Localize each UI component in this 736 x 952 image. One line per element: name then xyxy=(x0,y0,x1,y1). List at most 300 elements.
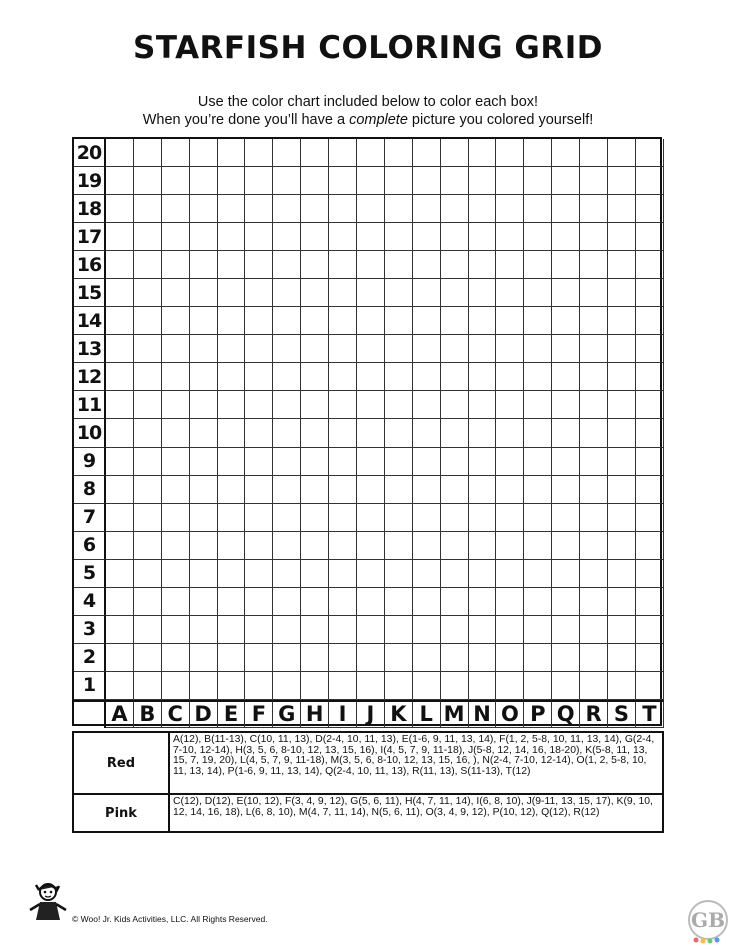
grid-cell[interactable] xyxy=(636,391,664,419)
grid-cell[interactable] xyxy=(134,644,162,672)
grid-cell[interactable] xyxy=(218,139,246,167)
grid-cell[interactable] xyxy=(552,504,580,532)
grid-cell[interactable] xyxy=(245,335,273,363)
grid-cell[interactable] xyxy=(608,139,636,167)
grid-cell[interactable] xyxy=(357,223,385,251)
grid-cell[interactable] xyxy=(608,672,636,700)
grid-cell[interactable] xyxy=(524,363,552,391)
grid-cell[interactable] xyxy=(190,223,218,251)
grid-cell[interactable] xyxy=(190,616,218,644)
grid-cell[interactable] xyxy=(552,335,580,363)
grid-cell[interactable] xyxy=(329,616,357,644)
grid-cell[interactable] xyxy=(162,363,190,391)
grid-cell[interactable] xyxy=(162,419,190,447)
grid-cell[interactable] xyxy=(245,560,273,588)
grid-cell[interactable] xyxy=(162,251,190,279)
grid-cell[interactable] xyxy=(441,251,469,279)
grid-cell[interactable] xyxy=(524,167,552,195)
grid-cell[interactable] xyxy=(524,251,552,279)
grid-cell[interactable] xyxy=(301,588,329,616)
grid-cell[interactable] xyxy=(496,532,524,560)
grid-cell[interactable] xyxy=(385,279,413,307)
grid-cell[interactable] xyxy=(106,251,134,279)
grid-cell[interactable] xyxy=(106,391,134,419)
grid-cell[interactable] xyxy=(106,363,134,391)
grid-cell[interactable] xyxy=(552,644,580,672)
grid-cell[interactable] xyxy=(441,419,469,447)
grid-cell[interactable] xyxy=(524,139,552,167)
grid-cell[interactable] xyxy=(608,588,636,616)
grid-cell[interactable] xyxy=(301,307,329,335)
grid-cell[interactable] xyxy=(496,139,524,167)
grid-cell[interactable] xyxy=(441,139,469,167)
grid-cell[interactable] xyxy=(301,139,329,167)
grid-cell[interactable] xyxy=(469,279,497,307)
grid-cell[interactable] xyxy=(580,560,608,588)
grid-cell[interactable] xyxy=(469,419,497,447)
grid-cell[interactable] xyxy=(245,251,273,279)
grid-cell[interactable] xyxy=(301,532,329,560)
grid-cell[interactable] xyxy=(608,448,636,476)
grid-cell[interactable] xyxy=(496,644,524,672)
grid-cell[interactable] xyxy=(413,251,441,279)
grid-cell[interactable] xyxy=(162,448,190,476)
grid-cell[interactable] xyxy=(218,279,246,307)
grid-cell[interactable] xyxy=(190,167,218,195)
grid-cell[interactable] xyxy=(190,672,218,700)
grid-cell[interactable] xyxy=(357,335,385,363)
grid-cell[interactable] xyxy=(385,251,413,279)
grid-cell[interactable] xyxy=(580,335,608,363)
grid-cell[interactable] xyxy=(106,616,134,644)
grid-cell[interactable] xyxy=(636,363,664,391)
grid-cell[interactable] xyxy=(469,167,497,195)
grid-cell[interactable] xyxy=(636,195,664,223)
grid-cell[interactable] xyxy=(190,504,218,532)
grid-cell[interactable] xyxy=(273,363,301,391)
grid-cell[interactable] xyxy=(469,223,497,251)
grid-cell[interactable] xyxy=(134,672,162,700)
grid-cell[interactable] xyxy=(413,560,441,588)
grid-cell[interactable] xyxy=(134,476,162,504)
grid-cell[interactable] xyxy=(134,363,162,391)
grid-cell[interactable] xyxy=(357,616,385,644)
grid-cell[interactable] xyxy=(524,644,552,672)
grid-cell[interactable] xyxy=(636,279,664,307)
grid-cell[interactable] xyxy=(162,644,190,672)
grid-cell[interactable] xyxy=(496,223,524,251)
grid-cell[interactable] xyxy=(552,391,580,419)
grid-cell[interactable] xyxy=(385,672,413,700)
grid-cell[interactable] xyxy=(552,448,580,476)
grid-cell[interactable] xyxy=(441,167,469,195)
grid-cell[interactable] xyxy=(636,672,664,700)
grid-cell[interactable] xyxy=(496,167,524,195)
grid-cell[interactable] xyxy=(245,279,273,307)
grid-cell[interactable] xyxy=(162,335,190,363)
grid-cell[interactable] xyxy=(218,560,246,588)
grid-cell[interactable] xyxy=(524,504,552,532)
grid-cell[interactable] xyxy=(413,223,441,251)
grid-cell[interactable] xyxy=(245,476,273,504)
grid-cell[interactable] xyxy=(552,279,580,307)
grid-cell[interactable] xyxy=(413,307,441,335)
grid-cell[interactable] xyxy=(441,279,469,307)
grid-cell[interactable] xyxy=(636,616,664,644)
grid-cell[interactable] xyxy=(413,448,441,476)
grid-cell[interactable] xyxy=(636,419,664,447)
grid-cell[interactable] xyxy=(329,223,357,251)
grid-cell[interactable] xyxy=(385,616,413,644)
grid-cell[interactable] xyxy=(162,588,190,616)
grid-cell[interactable] xyxy=(636,532,664,560)
grid-cell[interactable] xyxy=(329,560,357,588)
grid-cell[interactable] xyxy=(496,279,524,307)
grid-cell[interactable] xyxy=(552,476,580,504)
grid-cell[interactable] xyxy=(469,532,497,560)
grid-cell[interactable] xyxy=(441,391,469,419)
grid-cell[interactable] xyxy=(273,279,301,307)
grid-cell[interactable] xyxy=(636,335,664,363)
grid-cell[interactable] xyxy=(357,504,385,532)
grid-cell[interactable] xyxy=(357,588,385,616)
grid-cell[interactable] xyxy=(580,391,608,419)
grid-cell[interactable] xyxy=(134,139,162,167)
grid-cell[interactable] xyxy=(580,532,608,560)
grid-cell[interactable] xyxy=(496,448,524,476)
grid-cell[interactable] xyxy=(441,335,469,363)
grid-cell[interactable] xyxy=(608,560,636,588)
grid-cell[interactable] xyxy=(245,644,273,672)
grid-cell[interactable] xyxy=(524,532,552,560)
grid-cell[interactable] xyxy=(524,448,552,476)
grid-cell[interactable] xyxy=(441,195,469,223)
grid-cell[interactable] xyxy=(301,504,329,532)
grid-cell[interactable] xyxy=(134,307,162,335)
grid-cell[interactable] xyxy=(385,223,413,251)
grid-cell[interactable] xyxy=(608,251,636,279)
grid-cell[interactable] xyxy=(357,560,385,588)
grid-cell[interactable] xyxy=(580,251,608,279)
grid-cell[interactable] xyxy=(245,139,273,167)
grid-cell[interactable] xyxy=(357,419,385,447)
grid-cell[interactable] xyxy=(357,644,385,672)
grid-cell[interactable] xyxy=(134,167,162,195)
grid-cell[interactable] xyxy=(580,195,608,223)
grid-cell[interactable] xyxy=(190,588,218,616)
grid-cell[interactable] xyxy=(301,448,329,476)
grid-cell[interactable] xyxy=(580,504,608,532)
grid-cell[interactable] xyxy=(469,307,497,335)
grid-cell[interactable] xyxy=(413,167,441,195)
grid-cell[interactable] xyxy=(413,672,441,700)
grid-cell[interactable] xyxy=(301,391,329,419)
grid-cell[interactable] xyxy=(106,419,134,447)
grid-cell[interactable] xyxy=(329,335,357,363)
grid-cell[interactable] xyxy=(273,419,301,447)
grid-cell[interactable] xyxy=(413,279,441,307)
grid-cell[interactable] xyxy=(441,672,469,700)
grid-cell[interactable] xyxy=(552,167,580,195)
grid-cell[interactable] xyxy=(385,363,413,391)
grid-cell[interactable] xyxy=(385,532,413,560)
grid-cell[interactable] xyxy=(190,644,218,672)
grid-cell[interactable] xyxy=(190,195,218,223)
grid-cell[interactable] xyxy=(106,335,134,363)
grid-cell[interactable] xyxy=(301,251,329,279)
grid-cell[interactable] xyxy=(329,391,357,419)
grid-cell[interactable] xyxy=(301,644,329,672)
grid-cell[interactable] xyxy=(552,363,580,391)
grid-cell[interactable] xyxy=(496,335,524,363)
grid-cell[interactable] xyxy=(273,391,301,419)
grid-cell[interactable] xyxy=(552,251,580,279)
grid-cell[interactable] xyxy=(190,560,218,588)
grid-cell[interactable] xyxy=(496,560,524,588)
grid-cell[interactable] xyxy=(413,588,441,616)
grid-cell[interactable] xyxy=(329,195,357,223)
grid-cell[interactable] xyxy=(413,363,441,391)
grid-cell[interactable] xyxy=(441,448,469,476)
grid-cell[interactable] xyxy=(385,391,413,419)
grid-cell[interactable] xyxy=(162,167,190,195)
grid-cell[interactable] xyxy=(106,476,134,504)
grid-cell[interactable] xyxy=(218,532,246,560)
grid-cell[interactable] xyxy=(329,363,357,391)
grid-cell[interactable] xyxy=(162,307,190,335)
grid-cell[interactable] xyxy=(469,504,497,532)
grid-cell[interactable] xyxy=(273,644,301,672)
grid-cell[interactable] xyxy=(301,363,329,391)
grid-cell[interactable] xyxy=(329,307,357,335)
grid-cell[interactable] xyxy=(608,167,636,195)
grid-cell[interactable] xyxy=(329,251,357,279)
grid-cell[interactable] xyxy=(385,167,413,195)
grid-cell[interactable] xyxy=(273,139,301,167)
grid-cell[interactable] xyxy=(301,616,329,644)
grid-cell[interactable] xyxy=(106,644,134,672)
grid-cell[interactable] xyxy=(329,532,357,560)
grid-cell[interactable] xyxy=(385,419,413,447)
grid-cell[interactable] xyxy=(496,588,524,616)
grid-cell[interactable] xyxy=(190,279,218,307)
grid-cell[interactable] xyxy=(357,195,385,223)
grid-cell[interactable] xyxy=(134,532,162,560)
grid-cell[interactable] xyxy=(496,307,524,335)
grid-cell[interactable] xyxy=(329,644,357,672)
grid-cell[interactable] xyxy=(106,588,134,616)
grid-cell[interactable] xyxy=(441,504,469,532)
grid-cell[interactable] xyxy=(608,279,636,307)
grid-cell[interactable] xyxy=(134,279,162,307)
grid-cell[interactable] xyxy=(469,476,497,504)
grid-cell[interactable] xyxy=(357,307,385,335)
grid-cell[interactable] xyxy=(134,419,162,447)
grid-cell[interactable] xyxy=(162,532,190,560)
grid-cell[interactable] xyxy=(245,419,273,447)
grid-cell[interactable] xyxy=(580,139,608,167)
grid-cell[interactable] xyxy=(245,167,273,195)
grid-cell[interactable] xyxy=(413,419,441,447)
grid-cell[interactable] xyxy=(524,307,552,335)
grid-cell[interactable] xyxy=(608,419,636,447)
grid-cell[interactable] xyxy=(469,448,497,476)
grid-cell[interactable] xyxy=(608,532,636,560)
grid-cell[interactable] xyxy=(469,616,497,644)
grid-cell[interactable] xyxy=(552,307,580,335)
grid-cell[interactable] xyxy=(385,504,413,532)
grid-cell[interactable] xyxy=(273,223,301,251)
grid-cell[interactable] xyxy=(385,560,413,588)
grid-cell[interactable] xyxy=(245,672,273,700)
grid-cell[interactable] xyxy=(608,363,636,391)
grid-cell[interactable] xyxy=(496,476,524,504)
grid-cell[interactable] xyxy=(329,476,357,504)
grid-cell[interactable] xyxy=(357,279,385,307)
grid-cell[interactable] xyxy=(273,195,301,223)
grid-cell[interactable] xyxy=(636,476,664,504)
grid-cell[interactable] xyxy=(190,391,218,419)
grid-cell[interactable] xyxy=(469,139,497,167)
grid-cell[interactable] xyxy=(385,195,413,223)
grid-cell[interactable] xyxy=(218,223,246,251)
grid-cell[interactable] xyxy=(441,307,469,335)
grid-cell[interactable] xyxy=(580,419,608,447)
grid-cell[interactable] xyxy=(301,560,329,588)
grid-cell[interactable] xyxy=(218,504,246,532)
grid-cell[interactable] xyxy=(218,476,246,504)
grid-cell[interactable] xyxy=(469,644,497,672)
grid-cell[interactable] xyxy=(134,251,162,279)
grid-cell[interactable] xyxy=(469,560,497,588)
grid-cell[interactable] xyxy=(524,391,552,419)
grid-cell[interactable] xyxy=(608,223,636,251)
grid-cell[interactable] xyxy=(524,223,552,251)
grid-cell[interactable] xyxy=(190,251,218,279)
grid-cell[interactable] xyxy=(636,588,664,616)
grid-cell[interactable] xyxy=(469,391,497,419)
grid-cell[interactable] xyxy=(524,476,552,504)
grid-cell[interactable] xyxy=(413,391,441,419)
grid-cell[interactable] xyxy=(385,139,413,167)
grid-cell[interactable] xyxy=(273,532,301,560)
grid-cell[interactable] xyxy=(413,139,441,167)
grid-cell[interactable] xyxy=(357,448,385,476)
grid-cell[interactable] xyxy=(608,616,636,644)
grid-cell[interactable] xyxy=(552,588,580,616)
grid-cell[interactable] xyxy=(134,560,162,588)
grid-cell[interactable] xyxy=(441,363,469,391)
grid-cell[interactable] xyxy=(496,419,524,447)
grid-cell[interactable] xyxy=(162,223,190,251)
grid-cell[interactable] xyxy=(413,504,441,532)
grid-cell[interactable] xyxy=(162,560,190,588)
grid-cell[interactable] xyxy=(134,448,162,476)
grid-cell[interactable] xyxy=(524,588,552,616)
grid-cell[interactable] xyxy=(385,307,413,335)
grid-cell[interactable] xyxy=(385,644,413,672)
grid-cell[interactable] xyxy=(301,223,329,251)
grid-cell[interactable] xyxy=(273,560,301,588)
grid-cell[interactable] xyxy=(106,532,134,560)
grid-cell[interactable] xyxy=(496,391,524,419)
grid-cell[interactable] xyxy=(218,167,246,195)
grid-cell[interactable] xyxy=(162,504,190,532)
grid-cell[interactable] xyxy=(552,616,580,644)
grid-cell[interactable] xyxy=(134,195,162,223)
grid-cell[interactable] xyxy=(552,223,580,251)
grid-cell[interactable] xyxy=(218,644,246,672)
grid-cell[interactable] xyxy=(329,504,357,532)
grid-cell[interactable] xyxy=(469,588,497,616)
grid-cell[interactable] xyxy=(636,167,664,195)
grid-cell[interactable] xyxy=(245,391,273,419)
grid-cell[interactable] xyxy=(469,195,497,223)
grid-cell[interactable] xyxy=(190,448,218,476)
grid-cell[interactable] xyxy=(301,476,329,504)
grid-cell[interactable] xyxy=(413,195,441,223)
grid-cell[interactable] xyxy=(162,139,190,167)
grid-cell[interactable] xyxy=(552,139,580,167)
grid-cell[interactable] xyxy=(385,335,413,363)
grid-cell[interactable] xyxy=(636,223,664,251)
grid-cell[interactable] xyxy=(106,139,134,167)
grid-cell[interactable] xyxy=(469,251,497,279)
grid-cell[interactable] xyxy=(162,672,190,700)
grid-cell[interactable] xyxy=(218,419,246,447)
grid-cell[interactable] xyxy=(273,335,301,363)
grid-cell[interactable] xyxy=(245,223,273,251)
grid-cell[interactable] xyxy=(636,139,664,167)
grid-cell[interactable] xyxy=(580,223,608,251)
grid-cell[interactable] xyxy=(413,616,441,644)
grid-cell[interactable] xyxy=(273,672,301,700)
grid-cell[interactable] xyxy=(134,588,162,616)
grid-cell[interactable] xyxy=(245,448,273,476)
grid-cell[interactable] xyxy=(273,251,301,279)
grid-cell[interactable] xyxy=(106,223,134,251)
grid-cell[interactable] xyxy=(580,167,608,195)
grid-cell[interactable] xyxy=(608,476,636,504)
grid-cell[interactable] xyxy=(134,223,162,251)
grid-cell[interactable] xyxy=(329,167,357,195)
grid-cell[interactable] xyxy=(357,532,385,560)
grid-cell[interactable] xyxy=(301,279,329,307)
grid-cell[interactable] xyxy=(218,307,246,335)
grid-cell[interactable] xyxy=(469,335,497,363)
grid-cell[interactable] xyxy=(162,476,190,504)
grid-cell[interactable] xyxy=(441,560,469,588)
grid-cell[interactable] xyxy=(218,588,246,616)
grid-cell[interactable] xyxy=(190,335,218,363)
grid-cell[interactable] xyxy=(608,335,636,363)
grid-cell[interactable] xyxy=(134,391,162,419)
grid-cell[interactable] xyxy=(273,307,301,335)
grid-cell[interactable] xyxy=(636,644,664,672)
grid-cell[interactable] xyxy=(162,195,190,223)
grid-cell[interactable] xyxy=(357,476,385,504)
grid-cell[interactable] xyxy=(245,532,273,560)
grid-cell[interactable] xyxy=(552,560,580,588)
grid-cell[interactable] xyxy=(301,419,329,447)
grid-cell[interactable] xyxy=(301,195,329,223)
grid-cell[interactable] xyxy=(441,616,469,644)
grid-cell[interactable] xyxy=(245,616,273,644)
grid-cell[interactable] xyxy=(245,363,273,391)
grid-cell[interactable] xyxy=(580,672,608,700)
grid-cell[interactable] xyxy=(162,616,190,644)
grid-cell[interactable] xyxy=(162,279,190,307)
